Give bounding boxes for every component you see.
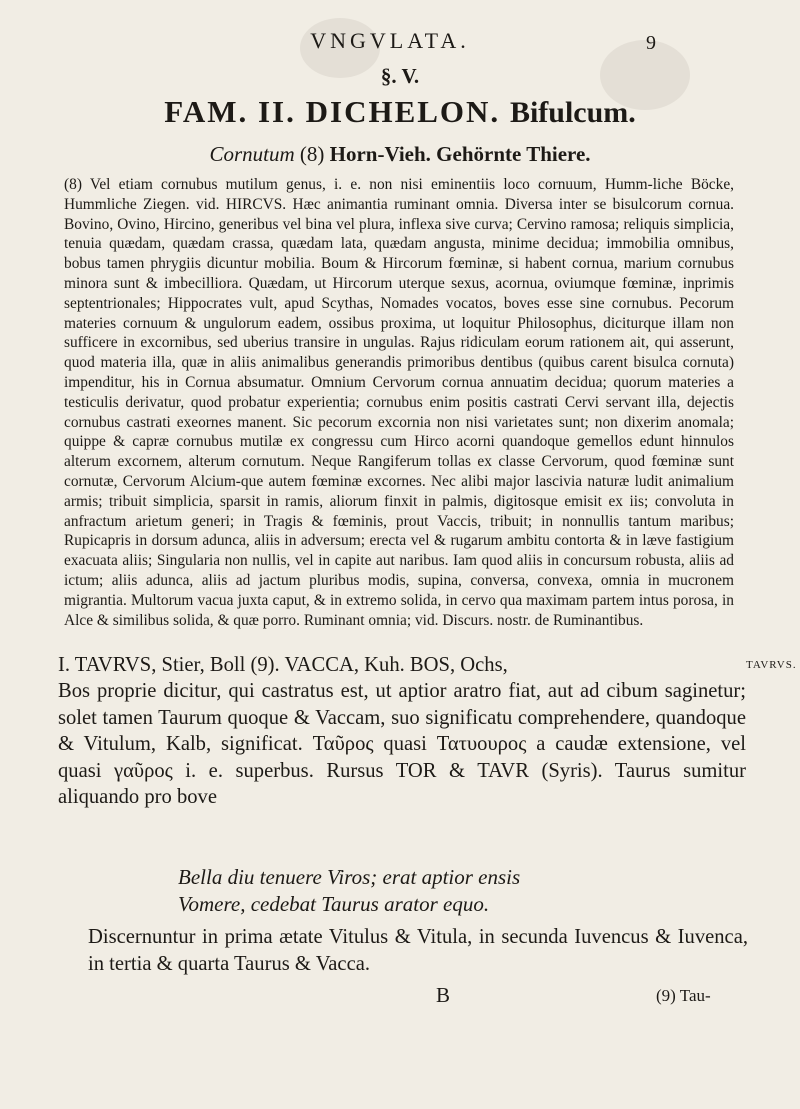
main-text xyxy=(58,652,746,810)
footnote-paragraph xyxy=(64,175,734,630)
family-heading xyxy=(0,94,800,130)
entry-body: Bos proprie dicitur, qui castratus est, ut aptior aratro fiat, aut ad cibum saginetur; solet tamen Taurum quoque & Vaccam, suo significatu comprehendere, quandoque & Vitulum, Kalb, significat. Ταῦρος quasi Τατυουρος a caudæ extensione, vel quasi γαῦρος i. e. superbus. Rursus TOR & TAVR (Syris). Taurus sumitur aliquando pro bove xyxy=(58,680,746,809)
catchword: (9) Tau- xyxy=(656,986,711,1005)
family-number: FAM. II. xyxy=(164,94,296,129)
verse-line: Bella diu tenuere Viros; erat aptior ensis xyxy=(178,865,521,889)
signature-mark: B xyxy=(436,983,451,1007)
family-name: DICHELON. xyxy=(305,94,501,129)
subtitle-german: Horn-Vieh. Gehörnte Thiere. xyxy=(329,142,591,166)
subtitle xyxy=(0,142,800,167)
footnote-marker: (8) xyxy=(64,176,82,193)
running-head xyxy=(0,28,800,54)
footnote-text: Vel etiam cornubus mutilum genus, i. e. non nisi eminentiis loco cornuum, Humm-liche Böcke, Hummliche Ziegen. vid. HIRCVS. Hæc animantia ruminant omnia. Diversa inter se bisulcorum cornua. Bovino, Ovino, Hircino, generibus vel bina vel plura, inflexa sive curva; Cervino ramosa; reliquis simplicia, tenuia quædam, quædam crassa, quædam lata, quædam angusta, minime decidua; immobilia omnibus, bobus tamen phrygiis dicuntur mobilia. Boum & Hircorum fœminæ, si habent cornua, marium cornubus minora sunt & imbecilliora. Quædam, ut Hircorum uterque sexus, acornua, oviumque fœminæ, inprimis septentrionales; Hippocrates vult, apud Scythas, Nomades vocatos, boves esse sine cornubus. Pecorum materies cornuum & ungulorum eadem, ossibus proxima, ut loquitur Philosophus, diciturque illam non sufficere in excornibus, sed uberius transire in ungulas. Rajus ridiculam eorum rationem ait, qui asserunt, quod materia illa, quæ in aliis animalibus generandis primoribus dentibus (quibus carent bisulca cornuta) impenditur, his in Cornua absumatur. Omnium Cervorum cornua annuatim decidua; quorum materies a testiculis derivatur, quod probatur experientia; cornubus enim positis castrati Cervi servant illa, dejectis cornubus castrati exeornes manent. Sic pecorum excornia non nisi varietates sunt; non dixerim anomala; quippe & capræ cornubus mutilæ ex congressu cum Hirco acorni quandoque gemellos edunt hinnulos alterum excornem, alterum cornutum. Neque Rangiferum tollas ex classe Cervorum, quod fœminæ sunt cornutæ, Cervorum Alcium-que autem fœminæ excornes. Nec alibi major lascivia naturæ ludit animalium armis; tribuit simplicia, sparsit in ramis, aliorum finxit in palmis, digitosque emisit ex iis; convoluta in anfractum arietum generi; in Tragis & fœminis, prout Vaccis, tribuit; in nonnullis tantum maribus; Rupicapris in dorsum adunca, aliis in adversum; erecta vel & rugarum ambitu contorta & in læve fastigium exacuata aliis; Singularia non nullis, vel in capite aut naribus. Iam quod aliis in concursum robusta, aliis ad ictum; aliis adunca, aliis ad jactum pluribus modis, supina, conversa, convexa, omnia in mucronem migrantia. Multorum vacua juxta caput, & in extremo solida, in cervo qua maximam partem intus porosa, in Alce & similibus solida, & quæ porro. Ruminant omnia; vid. Discurs. nostr. de Ruminantibus. xyxy=(64,176,735,629)
page-number: 9 xyxy=(646,32,656,54)
subtitle-latin: Cornutum xyxy=(209,142,295,166)
closing-paragraph: Discernuntur in prima ætate Vitulus & Vitula, in secunda Iuvencus & Iuvenca, in tertia & quarta Taurus & Vacca. xyxy=(88,926,748,975)
entry-heading: I. TAVRVS, Stier, Boll (9). VACCA, Kuh. BOS, Ochs, xyxy=(58,654,508,676)
subtitle-note-ref: (8) xyxy=(299,142,325,166)
verse-quote xyxy=(178,864,678,918)
verse-line: Vomere, cedebat Taurus arator equo. xyxy=(178,892,490,916)
footnote xyxy=(64,175,734,630)
section-mark: §. V. xyxy=(380,64,420,88)
running-title: VNGVLATA. xyxy=(310,28,470,53)
closing-text xyxy=(88,924,748,978)
margin-note: TAVRVS. xyxy=(746,659,797,671)
family-latin-name: Bifulcum. xyxy=(509,96,636,129)
